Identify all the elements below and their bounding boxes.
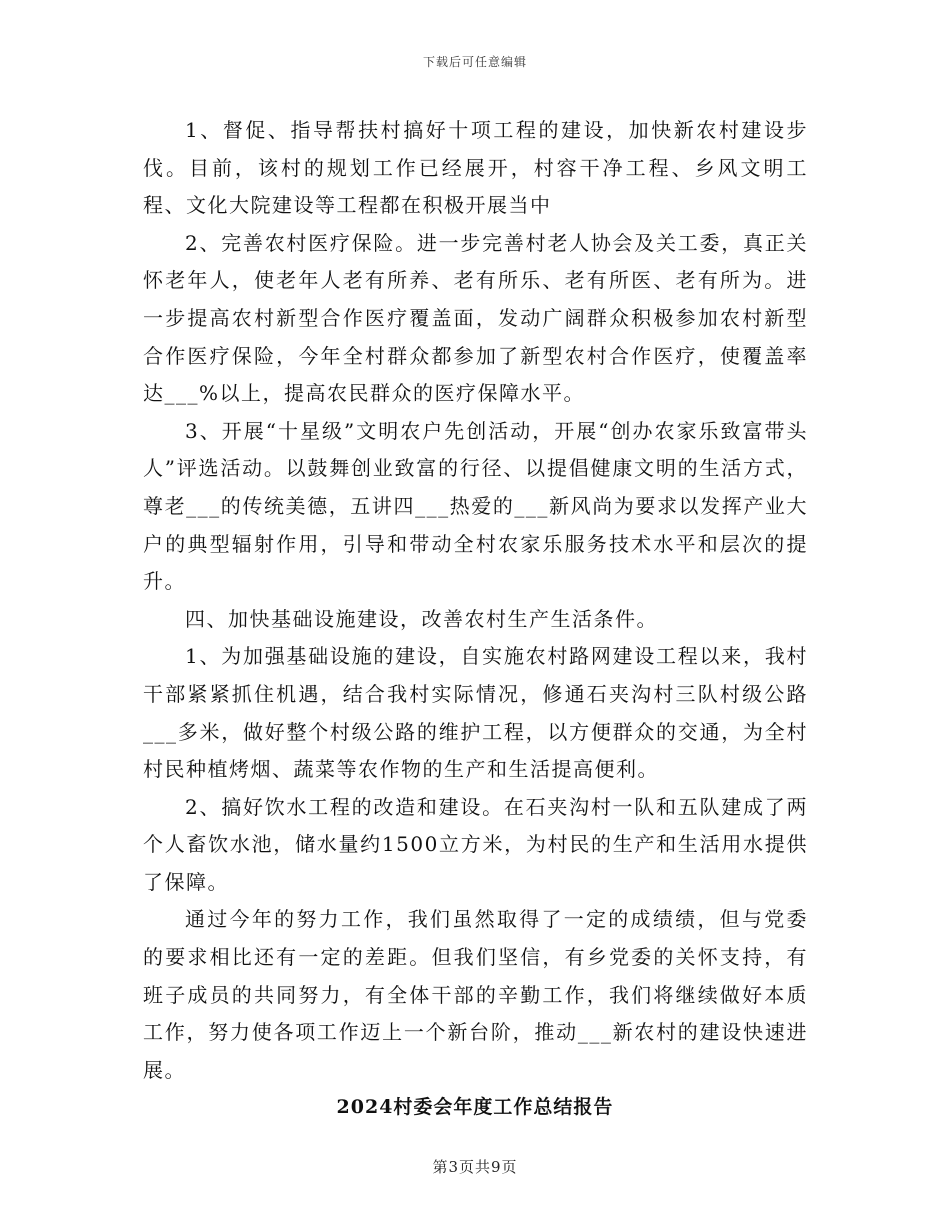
paragraph-item-3: 3、开展“十星级”文明农户先创活动，开展“创办农家乐致富带头人”评选活动。以鼓舞创业致富的行径、以提倡健康文明的生活方式，尊老___的传统美德，五讲四___热爱的___新风尚为要求以发挥产业大户的典型辐射作用，引导和带动全村农家乐服务技术水平和层次的提升。	[143, 418, 808, 594]
page-footer: 第3页共9页	[432, 1158, 518, 1176]
page-header-note: 下载后可任意编辑	[422, 55, 527, 69]
conclusion-paragraph: 通过今年的努力工作，我们虽然取得了一定的成绩绩，但与党委的要求相比还有一定的差距。但我们坚信，有乡党委的关怀支持，有班子成员的共同努力，有全体干部的辛勤工作，我们将继续做好本质工作，努力使各项工作迈上一个新台阶，推动___新农村的建设快速进展。	[143, 907, 808, 1082]
document-body	[143, 112, 808, 1089]
paragraph-item-4-2: 2、搞好饮水工程的改造和建设。在石夹沟村一队和五队建成了两个人畜饮水池，储水量约1500立方米，为村民的生产和生活用水提供了保障。	[143, 794, 808, 894]
section-heading-4: 四、加快基础设施建设，改善农村生产生活条件。	[185, 606, 658, 631]
paragraph-item-4-1: 1、为加强基础设施的建设，自实施农村路网建设工程以来，我村干部紧紧抓住机遇，结合我村实际情况，修通石夹沟村三队村级公路___多米，做好整个村级公路的维护工程，以方便群众的交通，为全村村民种植烤烟、蔬菜等农作物的生产和生活提高便利。	[143, 644, 808, 782]
paragraph-item-1: 1、督促、指导帮扶村搞好十项工程的建设，加快新农村建设步伐。目前，该村的规划工作已经展开，村容干净工程、乡风文明工程、文化大院建设等工程都在积极开展当中	[143, 118, 808, 218]
document-title: 2024村委会年度工作总结报告	[336, 1096, 614, 1118]
paragraph-item-2: 2、完善农村医疗保险。进一步完善村老人协会及关工委，真正关怀老年人，使老年人老有所养、老有所乐、老有所医、老有所为。进一步提高农村新型合作医疗覆盖面，发动广阔群众积极参加农村新型合作医疗保险，今年全村群众都参加了新型农村合作医疗，使覆盖率达___%以上，提高农民群众的医疗保障水平。	[143, 230, 808, 406]
